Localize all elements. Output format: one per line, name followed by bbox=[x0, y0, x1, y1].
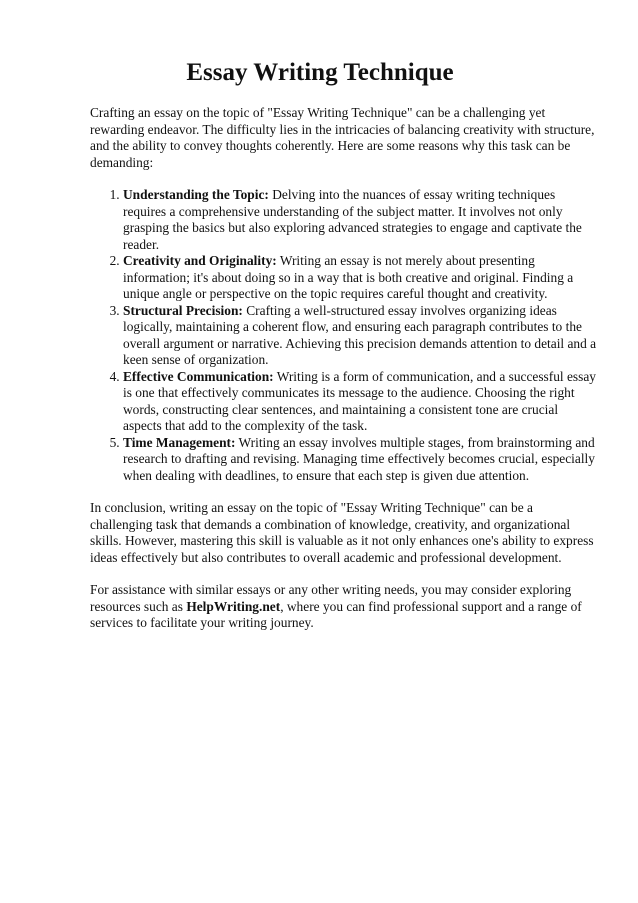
list-item bbox=[123, 253, 598, 303]
closing-text-before: For assistance with similar essays or any other writing needs, you may consider exploring resources such as bbox=[90, 582, 572, 614]
list-item-heading: Understanding the Topic: bbox=[123, 187, 269, 202]
conclusion-paragraph: In conclusion, writing an essay on the topic of "Essay Writing Technique" can be a challenging task that demands a combination of knowledge, creativity, and organizational skills. However, mastering this skill is valuable as it not only enhances one's ability to express ideas effectively but also contributes to overall academic and professional development. bbox=[90, 500, 594, 565]
list-item bbox=[123, 187, 598, 253]
list-item bbox=[123, 303, 598, 369]
list-item-heading: Time Management: bbox=[123, 434, 236, 450]
list-item-text: Delving into the nuances of essay writing techniques requires a comprehensive understanding of the subject matter. It involves not only grasping the basics but also exploring advanced strategies to engage and captivate the reader. bbox=[123, 187, 582, 252]
list-item-heading: Creativity and Originality: bbox=[123, 253, 277, 268]
list-item-heading: Effective Communication: bbox=[123, 368, 274, 384]
list-item-text: Writing an essay involves multiple stages, from brainstorming and research to drafting and revising. Managing time effectively becomes crucial, especially when dealing with deadlines, to ensure that each step is given due attention. bbox=[123, 434, 595, 483]
list-item-heading: Structural Precision: bbox=[123, 302, 243, 318]
reasons-list bbox=[90, 187, 598, 484]
intro-paragraph: Crafting an essay on the topic of "Essay Writing Technique" can be a challenging yet rewarding endeavor. The difficulty lies in the intricacies of balancing creativity with structure, and the ability to convey thoughts coherently. Here are some reasons why this task can be demanding: bbox=[90, 105, 595, 170]
list-item-text: Writing is a form of communication, and a successful essay is one that effectively communicates its message to the audience. Choosing the right words, constructing clear sentences, and maintaining a consistent tone are crucial aspects that add to the complexity of the task. bbox=[123, 368, 596, 433]
closing-paragraph bbox=[90, 582, 598, 632]
list-item-text: Crafting a well-structured essay involves organizing ideas logically, maintaining a coherent flow, and ensuring each paragraph contributes to the overall argument or narrative. Achieving this precision demands attention to detail and a keen sense of organization. bbox=[123, 302, 597, 367]
list-item bbox=[123, 435, 598, 485]
list-item-text: Writing an essay is not merely about presenting information; it's about doing so in a way that is both creative and original. Finding a unique angle or perspective on the topic requires careful thought and creativity. bbox=[123, 253, 574, 301]
site-name: HelpWriting.net bbox=[186, 598, 281, 614]
page-title: Essay Writing Technique bbox=[186, 59, 454, 86]
closing-text-after: , where you can find professional support and a range of services to facilitate your writing journey. bbox=[90, 598, 582, 630]
list-item bbox=[123, 369, 598, 435]
